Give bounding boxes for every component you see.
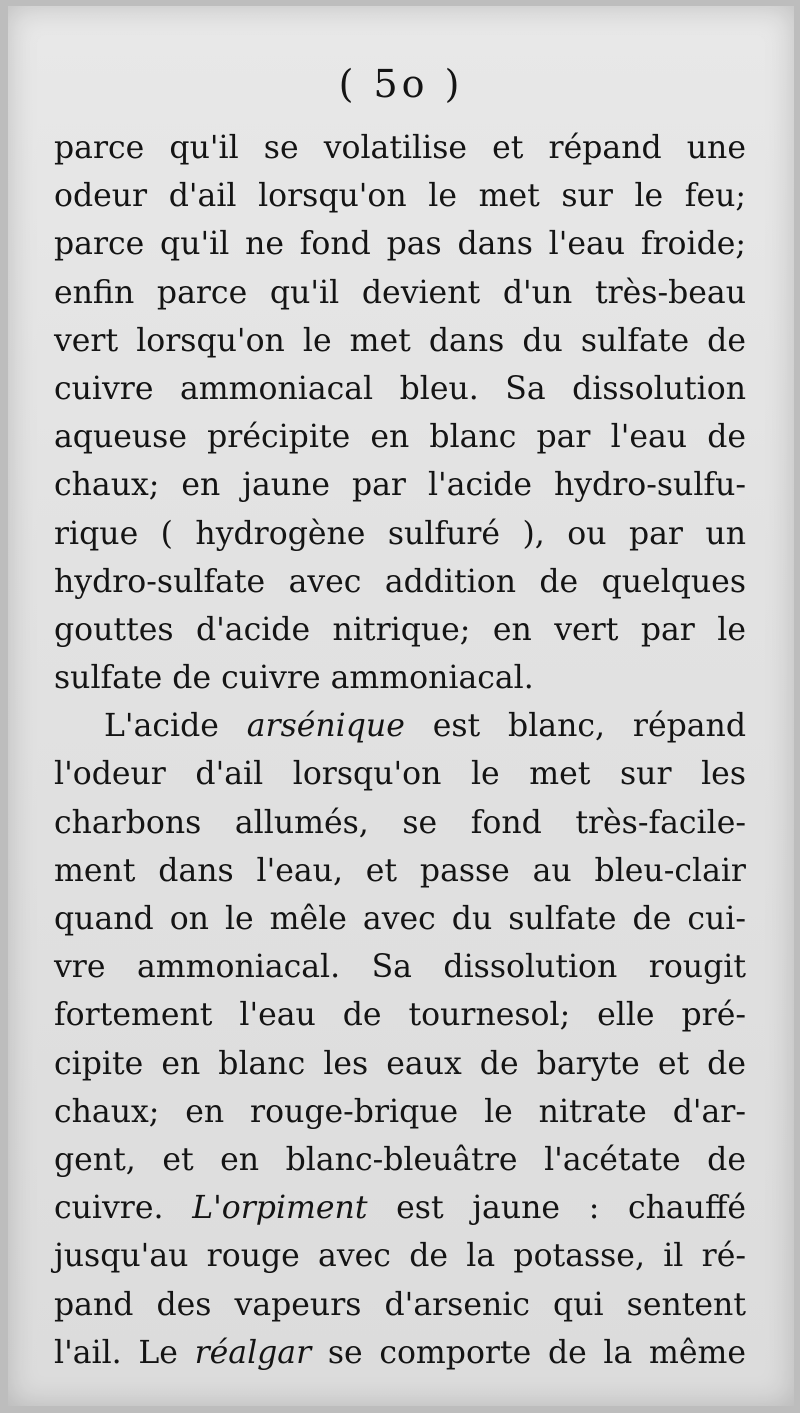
body-text: [54, 124, 746, 1377]
text-line: jusqu'au rouge avec de la potasse, il ré-: [54, 1238, 746, 1275]
text-line: enfin parce qu'il devient d'un très-beau: [54, 274, 746, 311]
text-line: charbons allumés, se fond très-facile-: [54, 804, 746, 841]
text-line: aqueuse précipite en blanc par l'eau de: [54, 419, 746, 456]
page-number: ( 5o ): [338, 62, 464, 106]
text-line: l'ail. Le réalgar se comporte de la même: [54, 1334, 746, 1371]
text-line: l'odeur d'ail lorsqu'on le met sur les: [54, 756, 746, 793]
text-line: sulfate de cuivre ammoniacal.: [54, 660, 534, 697]
text-line: parce qu'il ne fond pas dans l'eau froide;: [54, 226, 746, 263]
text-line: chaux; en jaune par l'acide hydro-sulfu-: [54, 467, 746, 504]
text-line: quand on le mêle avec du sulfate de cui-: [54, 901, 746, 937]
text-line: vert lorsqu'on le met dans du sulfate de: [54, 322, 746, 359]
text-line: vre ammoniacal. Sa dissolution rougit: [54, 949, 746, 986]
text-line: cipite en blanc les eaux de baryte et de: [54, 1045, 746, 1082]
text-line: ment dans l'eau, et passe au bleu-clair: [54, 852, 746, 889]
text-line: gent, et en blanc-bleuâtre l'acétate de: [54, 1141, 746, 1178]
text-line: pand des vapeurs d'arsenic qui sentent: [54, 1286, 746, 1323]
italic-term: L'orpiment: [192, 1190, 368, 1227]
text-line: hydro-sulfate avec addition de quelques: [54, 563, 746, 600]
text-line: rique ( hydrogène sulfuré ), ou par un: [54, 515, 746, 552]
text-line: parce qu'il se volatilise et répand une: [54, 130, 746, 166]
italic-term: réalgar: [194, 1334, 312, 1371]
text-line: fortement l'eau de tournesol; elle pré-: [54, 997, 746, 1034]
text-line: gouttes d'acide nitrique; en vert par le: [54, 611, 746, 648]
text-line: cuivre. L'orpiment est jaune : chauffé: [54, 1190, 746, 1227]
italic-term: arsénique: [246, 708, 405, 745]
text-line: chaux; en rouge-brique le nitrate d'ar-: [54, 1093, 746, 1130]
text-line: L'acide arsénique est blanc, répand: [104, 708, 746, 745]
book-page: [8, 6, 794, 1406]
text-line: cuivre ammoniacal bleu. Sa dissolution: [54, 370, 746, 407]
text-line: odeur d'ail lorsqu'on le met sur le feu;: [54, 178, 746, 215]
